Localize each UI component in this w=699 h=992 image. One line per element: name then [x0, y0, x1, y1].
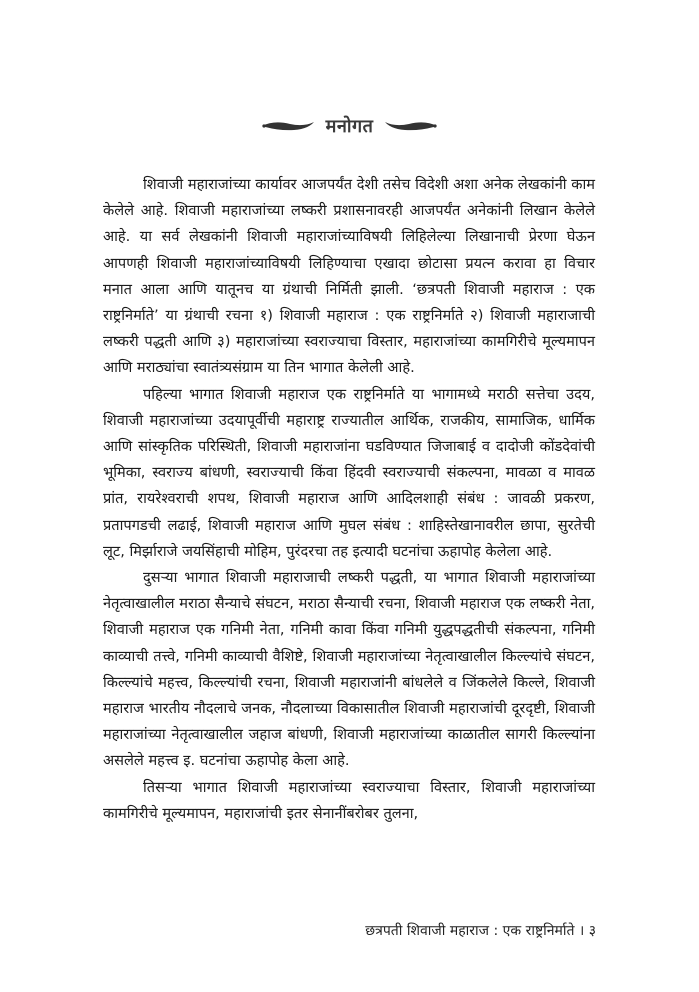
- chapter-heading: [0, 114, 699, 138]
- paragraph-2: पहिल्या भागात शिवाजी महाराज एक राष्ट्रनिर्माते या भागामध्ये मराठी सत्तेचा उदय, शिवाजी महाराजांच्या उदयापूर्वीची महाराष्ट्र राज्यातील आर्थिक, राजकीय, सामाजिक, धार्मिक आणि सांस्कृतिक परिस्थिती, शिवाजी महाराजांना घडविण्यात जिजाबाई व दादोजी कोंडदेवांची भूमिका, स्वराज्य बांधणी, स्वराज्याची किंवा हिंदवी स्वराज्याची संकल्पना, मावळा व मावळ प्रांत, रायरेश्वराची शपथ, शिवाजी महाराज आणि आदिलशाही संबंध : जावळी प्रकरण, प्रतापगडची लढाई, शिवाजी महाराज आणि मुघल संबंध : शाहिस्तेखानावरील छापा, सुरतेची लूट, मिर्झाराजे जयसिंहाची मोहिम, पुरंदरचा तह इत्यादी घटनांचा ऊहापोह केलेला आहे.: [103, 385, 595, 560]
- heading-title: मनोगत: [325, 116, 374, 137]
- left-flourish-icon: [260, 119, 316, 133]
- right-flourish-icon: [383, 119, 439, 133]
- paragraph-1: शिवाजी महाराजांच्या कार्यावर आजपर्यंत देशी तसेच विदेशी अशा अनेक लेखकांनी काम केलेले आहे. शिवाजी महाराजांच्या लष्करी प्रशासनावरही आजपर्यंत अनेकांनी लिखान केलेले आहे. या सर्व लेखकांनी शिवाजी महाराजांच्याविषयी लिहिलेल्या लिखानाची प्रेरणा घेऊन आपणही शिवाजी महाराजांच्याविषयी लिहिण्याचा एखादा छोटासा प्रयत्न करावा हा विचार मनात आला आणि यातूनच या ग्रंथाची निर्मिती झाली. ‘छत्रपती शिवाजी महाराज : एक राष्ट्रनिर्माते’ या ग्रंथाची रचना १) शिवाजी महाराज : एक राष्ट्रनिर्माते २) शिवाजी महाराजाची लष्करी पद्धती आणि ३) महाराजांच्या स्वराज्याचा विस्तार, महाराजांच्या कामगिरीचे मूल्यमापन आणि मराठ्यांचा स्वातंत्र्यसंग्राम या तिन भागात केलेली आहे.: [103, 176, 595, 377]
- paragraph-3: दुसऱ्या भागात शिवाजी महाराजाची लष्करी पद्धती, या भागात शिवाजी महाराजांच्या नेतृत्वाखालील मराठा सैन्याचे संघटन, मराठा सैन्याची रचना, शिवाजी महाराज एक लष्करी नेता, शिवाजी महाराज एक गनिमी नेता, गनिमी कावा किंवा गनिमी युद्धपद्धतीची संकल्पना, गनिमी काव्याची तत्त्वे, गनिमी काव्याची वैशिष्टे, शिवाजी महाराजांच्या नेतृत्वाखालील किल्ल्यांचे संघटन, किल्ल्यांचे महत्त्व, किल्ल्यांची रचना, शिवाजी महाराजांनी बांधलेले व जिंकलेले किल्ले, शिवाजी महाराज भारतीय नौदलाचे जनक, नौदलाच्या विकासातील शिवाजी महाराजांची दूरदृष्टी, शिवाजी महाराजांच्या नेतृत्वाखालील जहाज बांधणी, शिवाजी महाराजांच्या काळातील सागरी किल्ल्यांना असलेले महत्त्व इ. घटनांचा ऊहापोह केला आहे.: [103, 569, 595, 770]
- body-text: [103, 172, 595, 827]
- paragraph-4: तिसऱ्या भागात शिवाजी महाराजांच्या स्वराज्याचा विस्तार, शिवाजी महाराजांच्या कामगिरीचे मूल्यमापन, महाराजांची इतर सेनानींबरोबर तुलना,: [103, 778, 595, 822]
- page-footer: छत्रपती शिवाजी महाराज : एक राष्ट्रनिर्माते । ३: [365, 923, 596, 939]
